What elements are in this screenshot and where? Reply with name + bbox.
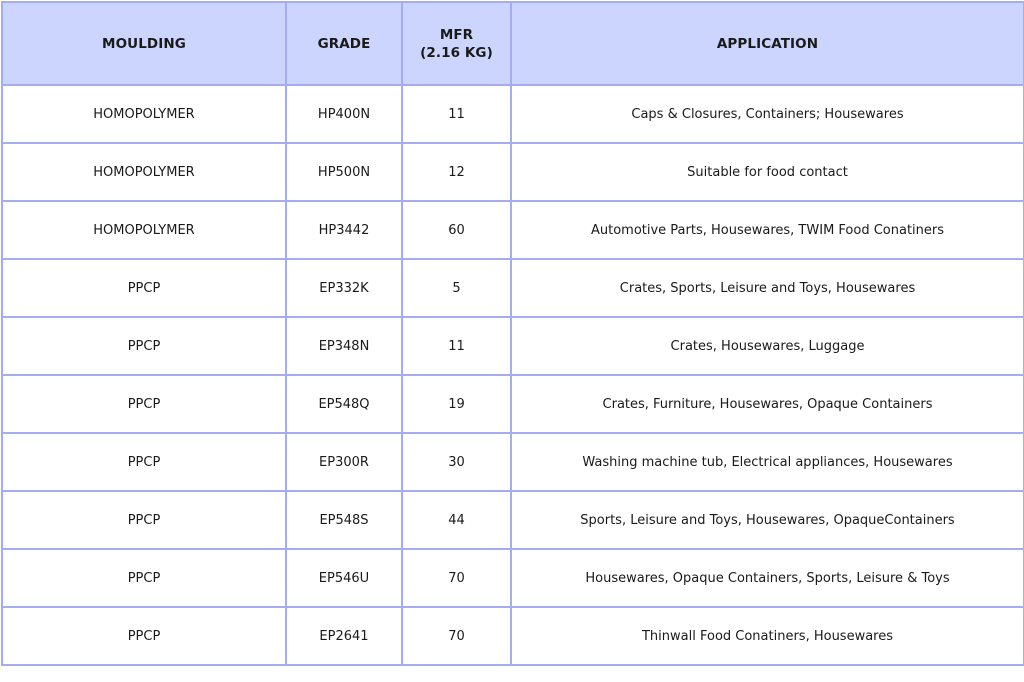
cell-application: Crates, Furniture, Housewares, Opaque Containers xyxy=(511,375,1024,433)
cell-mfr: 5 xyxy=(402,259,511,317)
cell-moulding: PPCP xyxy=(2,317,286,375)
cell-application: Caps & Closures, Containers; Housewares xyxy=(511,85,1024,143)
cell-mfr: 19 xyxy=(402,375,511,433)
cell-grade: HP500N xyxy=(286,143,402,201)
cell-grade: EP348N xyxy=(286,317,402,375)
header-mfr-label: MFR xyxy=(439,26,474,43)
cell-mfr: 30 xyxy=(402,433,511,491)
table-row xyxy=(2,491,1024,549)
cell-application: Thinwall Food Conatiners, Housewares xyxy=(511,607,1024,665)
cell-application: Suitable for food contact xyxy=(511,143,1024,201)
table-row xyxy=(2,143,1024,201)
cell-grade: HP3442 xyxy=(286,201,402,259)
cell-application: Crates, Housewares, Luggage xyxy=(511,317,1024,375)
header-application: APPLICATION xyxy=(511,2,1024,85)
cell-grade: EP300R xyxy=(286,433,402,491)
cell-moulding: PPCP xyxy=(2,433,286,491)
cell-moulding: HOMOPOLYMER xyxy=(2,143,286,201)
cell-moulding: PPCP xyxy=(2,607,286,665)
cell-application: Crates, Sports, Leisure and Toys, Housewares xyxy=(511,259,1024,317)
cell-grade: HP400N xyxy=(286,85,402,143)
header-grade: GRADE xyxy=(286,2,402,85)
cell-application: Washing machine tub, Electrical appliances, Housewares xyxy=(511,433,1024,491)
cell-moulding: HOMOPOLYMER xyxy=(2,85,286,143)
cell-application: Sports, Leisure and Toys, Housewares, OpaqueContainers xyxy=(511,491,1024,549)
header-row xyxy=(2,2,1024,85)
table-row xyxy=(2,201,1024,259)
cell-grade: EP2641 xyxy=(286,607,402,665)
table-header xyxy=(2,2,1024,85)
cell-moulding: PPCP xyxy=(2,549,286,607)
cell-mfr: 60 xyxy=(402,201,511,259)
cell-application: Housewares, Opaque Containers, Sports, Leisure & Toys xyxy=(511,549,1024,607)
cell-mfr: 70 xyxy=(402,549,511,607)
cell-grade: EP548Q xyxy=(286,375,402,433)
table-row xyxy=(2,85,1024,143)
cell-application: Automotive Parts, Housewares, TWIM Food Conatiners xyxy=(511,201,1024,259)
cell-mfr: 11 xyxy=(402,317,511,375)
cell-moulding: PPCP xyxy=(2,375,286,433)
cell-mfr: 70 xyxy=(402,607,511,665)
cell-moulding: PPCP xyxy=(2,491,286,549)
cell-grade: EP548S xyxy=(286,491,402,549)
cell-grade: EP546U xyxy=(286,549,402,607)
cell-mfr: 12 xyxy=(402,143,511,201)
cell-grade: EP332K xyxy=(286,259,402,317)
header-mfr xyxy=(402,2,511,85)
cell-moulding: PPCP xyxy=(2,259,286,317)
table-body xyxy=(2,85,1024,665)
cell-mfr: 11 xyxy=(402,85,511,143)
table-row xyxy=(2,375,1024,433)
table-row xyxy=(2,607,1024,665)
header-moulding: MOULDING xyxy=(2,2,286,85)
table-row xyxy=(2,317,1024,375)
cell-moulding: HOMOPOLYMER xyxy=(2,201,286,259)
table-row xyxy=(2,549,1024,607)
header-mfr-unit: (2.16 KG) xyxy=(420,44,493,61)
table-row xyxy=(2,259,1024,317)
table-row xyxy=(2,433,1024,491)
cell-mfr: 44 xyxy=(402,491,511,549)
grade-table xyxy=(1,1,1024,666)
